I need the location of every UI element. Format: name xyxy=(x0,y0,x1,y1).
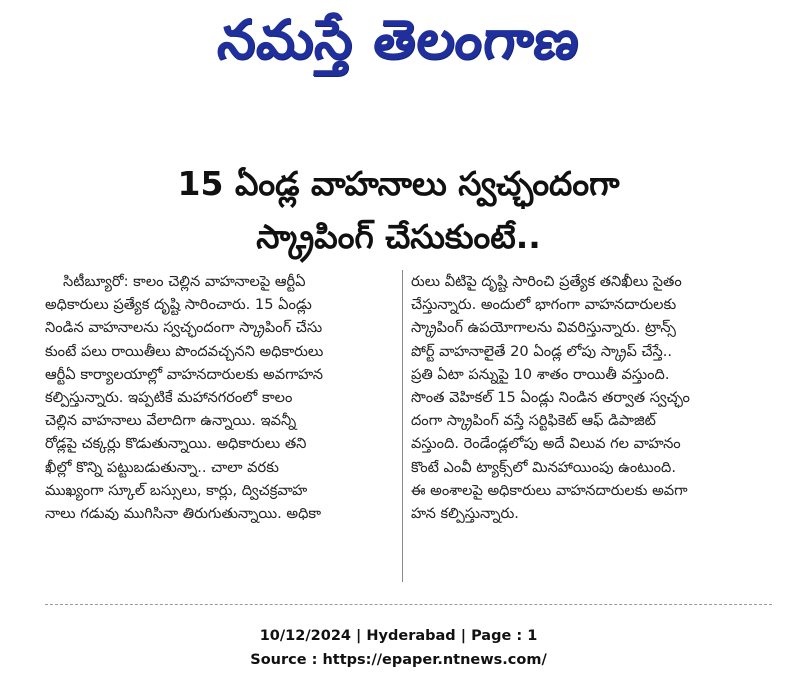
article-line: పోర్ట్ వాహనాలైతే 20 ఏండ్ల లోపు స్క్రాప్ చేస్తే.. xyxy=(411,342,673,360)
column-divider xyxy=(402,270,403,582)
article-line: హన కల్పిస్తున్నారు. xyxy=(411,505,519,523)
article-line: కుంటే పలు రాయితీలు పొందవచ్చనని అధికారులు xyxy=(45,342,324,360)
article-line: కొంటే ఎంవీ ట్యాక్స్‌లో మినహాయింపు ఉంటుంది. xyxy=(411,458,676,476)
article-line: చేస్తున్నారు. అందులో భాగంగా వాహనదారులకు xyxy=(411,296,677,314)
article-line: ముఖ్యంగా స్కూల్ బస్సులు, కార్లు, ద్విచక్రవాహ xyxy=(45,481,308,499)
article-line: నాలు గడువు ముగిసినా తిరుగుతున్నాయి. అధికా xyxy=(45,505,322,523)
footer-separator xyxy=(45,604,772,605)
article-line: సిటీబ్యూరో: కాలం చెల్లిన వాహనాలపై ఆర్టీఏ xyxy=(63,273,306,290)
article-line: రులు వీటిపై దృష్టి సారించి ప్రత్యేక తనిఖీలు సైతం xyxy=(411,273,682,290)
article-line: ఖీల్లో కొన్ని పట్టుబడుతున్నా.. చాలా వరకు xyxy=(45,458,279,476)
article-column-left xyxy=(45,270,395,525)
footer-source: Source : https://epaper.ntnews.com/ xyxy=(250,652,547,668)
article-line: దంగా స్క్రాపింగ్ వస్తే సర్టిఫికెట్ ఆఫ్ డిపాజిట్ xyxy=(411,412,656,430)
article-line: ఈ అంశాలపై అధికారులు వాహనదారులకు అవగా xyxy=(411,481,688,499)
article-line: స్క్రాపింగ్ ఉపయోగాలను వివరిస్తున్నారు. ట్రాన్స్ xyxy=(411,319,676,337)
headline-line-1: 15 ఏండ్ల వాహనాలు స్వచ్ఛందంగా xyxy=(177,164,620,203)
article-line: కల్పిస్తున్నారు. ఇప్పటికే మహానగరంలో కాలం xyxy=(45,389,293,407)
article-line: చెల్లిన వాహనాలు వేలాదిగా ఉన్నాయి. ఇవన్నీ xyxy=(45,412,297,430)
article-body xyxy=(45,270,772,590)
footer-dateline: 10/12/2024 | Hyderabad | Page : 1 xyxy=(259,628,538,644)
article-line: ఆర్టీఏ కార్యాలయాల్లో వాహనదారులకు అవగాహన xyxy=(45,365,323,383)
newspaper-masthead xyxy=(0,4,797,76)
article-line: సొంత వెహికల్ 15 ఏండ్లు నిండిన తర్వాత స్వచ్ఛం xyxy=(411,389,690,407)
article-line: వస్తుంది. రెండేండ్లలోపు అదే విలువ గల వాహనం xyxy=(411,435,681,453)
headline-line-2: స్క్రాపింగ్ చేసుకుంటే.. xyxy=(256,217,541,256)
article-column-right xyxy=(411,270,769,525)
article-line: అధికారులు ప్రత్యేక దృష్టి సారించారు. 15 ఏండ్లు xyxy=(45,296,312,314)
article-line: నిండిన వాహనాలను స్వచ్ఛందంగా స్క్రాపింగ్ చేసు xyxy=(45,319,323,337)
article-line: రోడ్లపై చక్కర్లు కొడుతున్నాయి. అధికారులు తని xyxy=(45,435,307,453)
masthead-title: నమస్తే తెలంగాణ xyxy=(214,8,583,71)
article-line: ప్రతి ఏటా పన్నుపై 10 శాతం రాయితీ వస్తుంది. xyxy=(411,365,670,383)
